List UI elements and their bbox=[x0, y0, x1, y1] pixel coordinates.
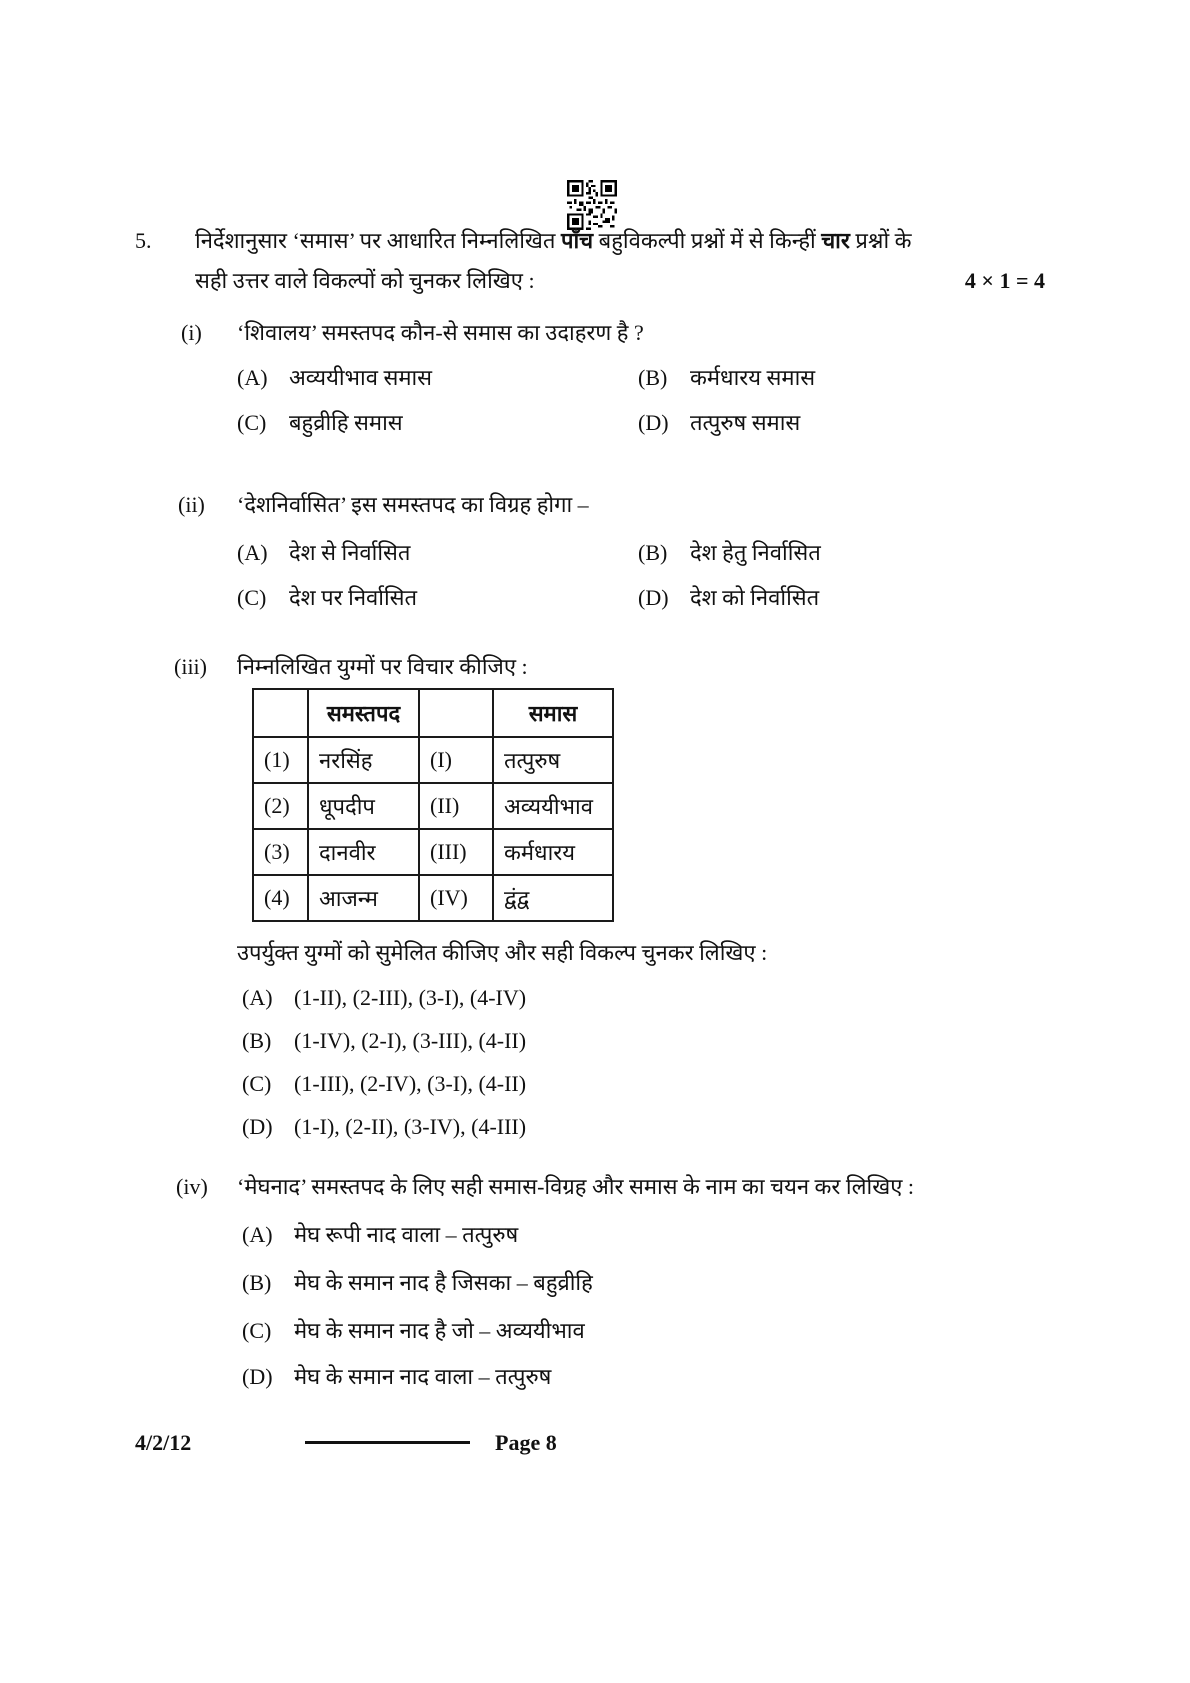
match-instruction-text: उपर्युक्त युग्मों को सुमेलित कीजिए और सही विकल्प चुनकर लिखिए : bbox=[237, 940, 768, 965]
option-text: कर्मधारय समास bbox=[690, 365, 816, 390]
option-ii-A bbox=[237, 538, 410, 568]
intro-bold-chaar: चार bbox=[821, 228, 850, 253]
option-label: (C) bbox=[242, 1318, 272, 1343]
table-row bbox=[253, 829, 613, 875]
table-row bbox=[253, 875, 613, 921]
option-iv-B bbox=[242, 1268, 593, 1298]
option-text: तत्पुरुष समास bbox=[690, 410, 801, 435]
intro-seg-5: प्रश्नों के bbox=[849, 228, 912, 253]
matching-table bbox=[252, 688, 614, 922]
table-cell: (1) bbox=[253, 737, 308, 783]
option-text: देश से निर्वासित bbox=[289, 540, 411, 565]
option-text: मेघ के समान नाद वाला – तत्पुरुष bbox=[294, 1364, 552, 1389]
question-intro-line2: सही उत्तर वाले विकल्पों को चुनकर लिखिए : bbox=[195, 268, 535, 293]
table-header-blank-1 bbox=[253, 689, 308, 737]
option-label: (D) bbox=[242, 1114, 273, 1139]
option-iii-C bbox=[242, 1069, 526, 1099]
table-cell: कर्मधारय bbox=[493, 829, 613, 875]
table-cell: (3) bbox=[253, 829, 308, 875]
option-label: (A) bbox=[242, 1222, 273, 1247]
option-label: (B) bbox=[638, 540, 668, 565]
table-header-row bbox=[253, 689, 613, 737]
option-label: (A) bbox=[237, 365, 268, 390]
option-text: (1-IV), (2-I), (3-III), (4-II) bbox=[294, 1028, 527, 1053]
option-iv-D bbox=[242, 1362, 551, 1392]
option-text: बहुव्रीहि समास bbox=[289, 410, 403, 435]
table-row bbox=[253, 783, 613, 829]
option-text: (1-I), (2-II), (3-IV), (4-III) bbox=[294, 1114, 527, 1139]
marks-value: 4 × 1 = 4 bbox=[964, 268, 1045, 293]
table-cell: (4) bbox=[253, 875, 308, 921]
option-label: (D) bbox=[638, 410, 669, 435]
intro-seg-3: बहुविकल्पी प्रश्नों में से किन्हीं bbox=[593, 228, 822, 253]
subq-iv-text: ‘मेघनाद’ समस्तपद के लिए सही समास-विग्रह और समास के नाम का चयन कर लिखिए : bbox=[237, 1174, 915, 1199]
option-iv-A bbox=[242, 1220, 518, 1250]
option-i-D bbox=[638, 408, 800, 438]
option-text: अव्ययीभाव समास bbox=[289, 365, 433, 390]
table-cell: (IV) bbox=[419, 875, 493, 921]
option-label: (A) bbox=[237, 540, 268, 565]
table-cell: दानवीर bbox=[308, 829, 419, 875]
table-cell: (III) bbox=[419, 829, 493, 875]
footer-rule bbox=[305, 1441, 470, 1444]
intro-bold-paanch: पाँच bbox=[560, 228, 594, 253]
subq-iii-label: (iii) bbox=[174, 654, 207, 679]
footer-page-number: Page 8 bbox=[495, 1430, 557, 1455]
option-i-B bbox=[638, 363, 815, 393]
option-label: (B) bbox=[242, 1028, 272, 1053]
option-label: (C) bbox=[237, 585, 267, 610]
option-label: (C) bbox=[242, 1071, 272, 1096]
option-label: (A) bbox=[242, 985, 273, 1010]
intro-seg-1: निर्देशानुसार ‘समास’ पर आधारित निम्नलिखित bbox=[195, 228, 561, 253]
table-header-blank-2 bbox=[419, 689, 493, 737]
option-iii-A bbox=[242, 983, 526, 1013]
subq-ii-text: ‘देशनिर्वासित’ इस समस्तपद का विग्रह होगा – bbox=[237, 492, 589, 517]
option-ii-C bbox=[237, 583, 417, 613]
footer-paper-code: 4/2/12 bbox=[135, 1430, 192, 1455]
table-cell: (II) bbox=[419, 783, 493, 829]
subq-i-label: (i) bbox=[181, 320, 202, 345]
option-label: (C) bbox=[237, 410, 267, 435]
table-cell: द्वंद्व bbox=[493, 875, 613, 921]
option-text: देश पर निर्वासित bbox=[289, 585, 418, 610]
subq-ii-label: (ii) bbox=[178, 492, 205, 517]
option-i-C bbox=[237, 408, 403, 438]
option-text: देश हेतु निर्वासित bbox=[690, 540, 821, 565]
option-label: (D) bbox=[638, 585, 669, 610]
option-ii-B bbox=[638, 538, 821, 568]
option-iii-D bbox=[242, 1112, 526, 1142]
option-text: (1-III), (2-IV), (3-I), (4-II) bbox=[294, 1071, 527, 1096]
table-cell: धूपदीप bbox=[308, 783, 419, 829]
table-cell: अव्ययीभाव bbox=[493, 783, 613, 829]
option-iii-B bbox=[242, 1026, 526, 1056]
table-cell: (I) bbox=[419, 737, 493, 783]
question-number: 5. bbox=[135, 228, 152, 253]
option-text: मेघ रूपी नाद वाला – तत्पुरुष bbox=[294, 1222, 519, 1247]
subq-iv-label: (iv) bbox=[176, 1174, 208, 1199]
option-i-A bbox=[237, 363, 432, 393]
table-header-samas: समास bbox=[493, 689, 613, 737]
table-cell: तत्पुरुष bbox=[493, 737, 613, 783]
table-cell: (2) bbox=[253, 783, 308, 829]
option-text: मेघ के समान नाद है जो – अव्ययीभाव bbox=[294, 1318, 585, 1343]
table-cell: आजन्म bbox=[308, 875, 419, 921]
option-iv-C bbox=[242, 1316, 585, 1346]
subq-iii-text: निम्नलिखित युग्मों पर विचार कीजिए : bbox=[237, 654, 528, 679]
table-cell: नरसिंह bbox=[308, 737, 419, 783]
table-header-samastapad: समस्तपद bbox=[308, 689, 419, 737]
option-label: (B) bbox=[638, 365, 668, 390]
option-text: मेघ के समान नाद है जिसका – बहुव्रीहि bbox=[294, 1270, 593, 1295]
qr-code-icon bbox=[566, 180, 618, 230]
subq-i-text: ‘शिवालय’ समस्तपद कौन-से समास का उदाहरण है ? bbox=[237, 320, 644, 345]
option-label: (D) bbox=[242, 1364, 273, 1389]
question-intro-line1 bbox=[195, 226, 912, 256]
option-ii-D bbox=[638, 583, 819, 613]
table-row bbox=[253, 737, 613, 783]
option-label: (B) bbox=[242, 1270, 272, 1295]
option-text: देश को निर्वासित bbox=[690, 585, 820, 610]
option-text: (1-II), (2-III), (3-I), (4-IV) bbox=[294, 985, 527, 1010]
